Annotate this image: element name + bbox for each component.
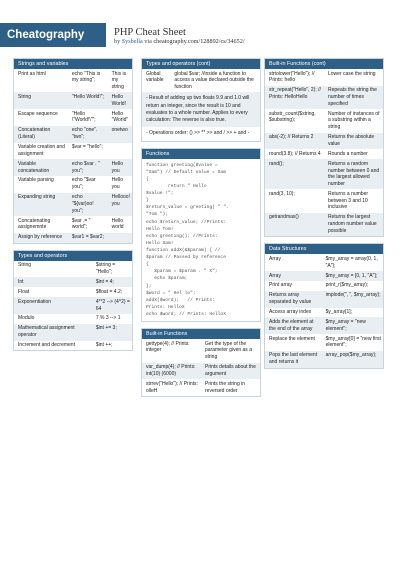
table-cell: Array bbox=[265, 271, 322, 281]
table-cell: Int bbox=[14, 277, 92, 287]
section-title: Strings and variables bbox=[14, 59, 132, 69]
table-row bbox=[265, 351, 383, 368]
table-row bbox=[14, 159, 132, 176]
table-cell: $my_array[0] = "new first element"; bbox=[325, 335, 381, 349]
table-cell: Variable creation and assignment bbox=[18, 144, 65, 157]
section-built-in-functions-cont bbox=[264, 58, 384, 237]
table-cell: Pops the last element and returns it bbox=[265, 351, 322, 368]
table-cell: $my_array = [0, 1, "A"]; bbox=[322, 271, 383, 281]
table-row bbox=[14, 176, 132, 193]
functions-code-block bbox=[142, 159, 260, 321]
table-cell: Variable concatenation bbox=[14, 159, 68, 176]
table-cell: abs(-2); // Returns 2 bbox=[265, 133, 324, 150]
cheatography-logo[interactable]: Cheatography bbox=[0, 23, 106, 47]
table-row bbox=[14, 193, 132, 216]
table-cell: Mathematical assignment operator bbox=[14, 324, 92, 341]
note-float-addition: - Result of adding up two floats 9.9 and 1.0 will return an integer, since the result is 10 and evaluates to a whole number. Applies to every calculation: The reverse is also true. bbox=[142, 92, 260, 127]
table-cell: substr_count($string, $substring); bbox=[269, 110, 316, 124]
code-line: $param // Passed by reference bbox=[146, 255, 226, 261]
code-line: { bbox=[146, 176, 149, 182]
table-cell: $int ++; bbox=[95, 342, 113, 349]
table-cell: var_dump(4); // Prints: int(10) (6000) bbox=[142, 363, 201, 380]
table-cell: echo "This is my string"; bbox=[71, 70, 101, 84]
table-row bbox=[14, 143, 132, 160]
table-row bbox=[265, 271, 383, 281]
section-data-structures bbox=[264, 243, 384, 368]
page-title: PHP Cheat Sheet bbox=[114, 27, 186, 38]
table-cell: $my_array = "new element"; bbox=[322, 317, 383, 334]
builtin-table bbox=[142, 339, 260, 396]
table-row bbox=[14, 324, 132, 341]
table-cell: echo $var . " you"; bbox=[68, 159, 108, 176]
page-subtitle bbox=[114, 38, 245, 46]
table-cell: Rounds a number bbox=[328, 150, 368, 157]
section-title: Types and operators (cont) bbox=[142, 59, 260, 69]
code-line: Hello Tom! bbox=[146, 226, 174, 232]
table-row bbox=[265, 334, 383, 351]
table-cell bbox=[108, 233, 132, 243]
table-row bbox=[14, 261, 132, 278]
table-cell: global $var; //inside a function to access a value declared outside the function bbox=[174, 70, 254, 91]
table-cell: Prints details about the argument bbox=[201, 363, 260, 380]
table-row bbox=[265, 159, 383, 189]
table-cell: Hello "World" bbox=[111, 110, 129, 124]
table-cell: Hello you bbox=[111, 177, 124, 191]
table-cell: Concatenating assignemnte bbox=[18, 217, 51, 231]
table-row bbox=[265, 149, 383, 159]
table-row bbox=[14, 109, 132, 126]
column-2 bbox=[141, 58, 261, 403]
section-functions bbox=[141, 148, 261, 322]
table-row bbox=[265, 86, 383, 109]
types-cont-table bbox=[142, 69, 260, 92]
table-cell: gettype(4); // Prints: integer bbox=[146, 340, 190, 354]
section-title: Built-in Functions bbox=[142, 329, 260, 339]
table-cell: Hello world bbox=[111, 217, 124, 231]
table-cell: Modulo bbox=[18, 315, 35, 322]
table-row bbox=[142, 339, 260, 362]
table-cell: 4**2 --> (4^2) = 64 bbox=[92, 297, 132, 314]
via-label: via bbox=[144, 38, 152, 45]
table-cell: $string = "Hello"; bbox=[95, 262, 116, 275]
table-cell: getrandmax() bbox=[265, 213, 324, 236]
table-cell: This is my string bbox=[111, 70, 127, 91]
table-cell: $var .= " world"; bbox=[71, 217, 91, 231]
strings-table bbox=[14, 69, 132, 243]
code-line: addX($word); // Prints: bbox=[146, 297, 215, 303]
code-line: $param = $param . " X"; bbox=[146, 269, 218, 275]
code-line: $value !"; bbox=[146, 191, 174, 197]
table-cell: echo "$var you"; bbox=[71, 177, 96, 191]
table-row bbox=[14, 126, 132, 143]
table-cell: Print as html bbox=[18, 70, 46, 77]
table-row bbox=[142, 363, 260, 380]
table-cell: Adds the element at the end of the array bbox=[265, 317, 322, 334]
table-cell bbox=[108, 143, 132, 160]
table-cell: Array bbox=[269, 255, 281, 262]
code-line: $word = " Hel lo"; bbox=[146, 290, 196, 296]
table-cell: Access array index bbox=[269, 309, 312, 316]
table-cell: Returns the largest random number value possible bbox=[324, 213, 383, 236]
table-cell: print_r($my_array); bbox=[325, 282, 369, 289]
table-cell: echo "${var}oo! you"; bbox=[68, 193, 108, 216]
section-title: Built-in Functions (cont) bbox=[265, 59, 383, 69]
table-cell: rand(3, 10); bbox=[269, 190, 295, 197]
table-cell: Returns a number between 3 and 10 inclusive bbox=[328, 190, 369, 211]
table-row bbox=[265, 254, 383, 271]
section-strings-and-variables bbox=[13, 58, 133, 244]
code-line: echo $return_value; //Prints: bbox=[146, 219, 226, 225]
code-line: function addX(&$param) { // bbox=[146, 248, 221, 253]
table-cell: $int = 4; bbox=[92, 277, 132, 287]
author-link[interactable]: Sysbella bbox=[121, 38, 143, 45]
note-operations-order: - Operations order: () >> ** >> and / >> + and - bbox=[142, 127, 260, 140]
table-row bbox=[142, 69, 260, 92]
table-cell: $int += 3; bbox=[92, 324, 132, 341]
table-cell: Float bbox=[18, 288, 30, 295]
table-cell: String bbox=[14, 92, 68, 109]
table-row bbox=[265, 69, 383, 86]
table-row bbox=[14, 287, 132, 297]
table-cell: "Hello World!"; bbox=[68, 92, 108, 109]
section-title: Functions bbox=[142, 149, 260, 159]
table-cell: $y_array[1]; bbox=[325, 309, 353, 316]
table-cell: round(3.8); // Returns 4 bbox=[269, 150, 321, 157]
table-cell: Returns array separated by value bbox=[265, 291, 322, 308]
table-row bbox=[14, 297, 132, 314]
code-line: } bbox=[146, 198, 149, 204]
table-cell: $var1 = $var2; bbox=[68, 233, 108, 243]
column-1 bbox=[13, 58, 133, 357]
table-cell: Hellooo! you bbox=[108, 193, 132, 216]
code-line: echo greeting(); //Prints: bbox=[146, 233, 218, 239]
code-line: $return_value = greeting( " ". bbox=[146, 205, 229, 211]
code-line: function greeting($value = bbox=[146, 162, 218, 168]
table-cell: $var = "hello"; bbox=[71, 144, 103, 151]
code-line: "Sam") // Default value = Sam bbox=[146, 169, 226, 175]
table-cell: Increment and decrement bbox=[18, 342, 75, 349]
types-table bbox=[14, 261, 132, 351]
table-row bbox=[14, 341, 132, 351]
table-row bbox=[265, 291, 383, 308]
table-cell: str_repeat("Hello", 2); // Prints: HelloHello bbox=[265, 86, 324, 109]
table-cell: Print array bbox=[269, 282, 293, 289]
column-3 bbox=[264, 58, 384, 375]
table-row bbox=[14, 216, 132, 233]
table-cell: Global variable bbox=[146, 70, 164, 84]
by-label: by bbox=[114, 38, 121, 45]
table-cell: Number of instances of a substring within a string bbox=[328, 110, 380, 131]
data-structures-table bbox=[265, 254, 383, 367]
table-cell: strrev("Hello"); // Prints: olleH bbox=[146, 380, 198, 394]
table-cell: Concatenation (Literal) bbox=[14, 126, 68, 143]
table-row bbox=[265, 189, 383, 212]
table-cell: "Hello \"World!\""; bbox=[71, 110, 96, 124]
table-row bbox=[265, 308, 383, 318]
table-row bbox=[265, 281, 383, 291]
table-row bbox=[14, 69, 132, 92]
table-row bbox=[14, 92, 132, 109]
sheet-url-link[interactable]: cheatography.com/128892/cs/34652/ bbox=[153, 38, 245, 45]
section-title: Data Structures bbox=[265, 244, 383, 254]
table-row bbox=[265, 317, 383, 334]
table-row bbox=[265, 213, 383, 236]
table-cell: strtolower("Hello"); // Prints: hello bbox=[269, 70, 315, 84]
table-row bbox=[142, 379, 260, 396]
table-row bbox=[14, 277, 132, 287]
table-cell: Escape sequence bbox=[18, 110, 58, 117]
code-line: }; bbox=[146, 283, 152, 289]
table-row bbox=[265, 109, 383, 132]
code-line: echo $word; // Prints: HelloX bbox=[146, 311, 226, 317]
sheet-header bbox=[0, 0, 400, 58]
code-line: { bbox=[146, 262, 149, 268]
table-row bbox=[14, 314, 132, 324]
table-cell: array_pop($my_array); bbox=[322, 351, 383, 368]
code-line: "Tom "); bbox=[146, 212, 169, 218]
table-row bbox=[14, 233, 132, 243]
table-cell: Lower case the string bbox=[328, 70, 376, 77]
table-row bbox=[265, 133, 383, 150]
table-cell: Replace the element bbox=[269, 335, 315, 342]
table-cell: rand(); bbox=[265, 159, 324, 189]
table-cell: $my_array = array(0, 1, "A"); bbox=[325, 255, 378, 269]
builtin-cont-table bbox=[265, 69, 383, 236]
section-types-and-operators bbox=[13, 250, 133, 352]
table-cell: Hello you bbox=[108, 159, 132, 176]
section-types-and-operators-cont bbox=[141, 58, 261, 142]
table-cell: Repeats the string the number of times specified bbox=[324, 86, 383, 109]
table-cell: Assign by reference bbox=[14, 233, 68, 243]
code-line: Prints: HelloX bbox=[146, 304, 185, 310]
table-cell: echo "one". "two"; bbox=[68, 126, 108, 143]
table-cell: onetwo bbox=[108, 126, 132, 143]
table-cell: Prints the string in reversed order bbox=[205, 380, 246, 394]
table-cell: Get the type of the parameter given as a string bbox=[205, 340, 252, 361]
section-title: Types and operators bbox=[14, 251, 132, 261]
table-cell: Variable parsing bbox=[18, 177, 54, 184]
table-cell: implode(", ", $my_array); bbox=[322, 291, 383, 308]
table-cell: Returns a random number between 0 and the largest allowed number bbox=[324, 159, 383, 189]
table-cell: 7 % 3 --> 1 bbox=[95, 315, 121, 322]
table-cell: Exponentiation bbox=[14, 297, 92, 314]
code-line: echo $param; bbox=[146, 276, 188, 282]
code-line: return " Hello bbox=[146, 184, 207, 190]
table-cell: Hello World! bbox=[108, 92, 132, 109]
section-built-in-functions bbox=[141, 328, 261, 397]
table-cell: $float = 4.2; bbox=[95, 288, 123, 295]
code-line: Hello Sam! bbox=[146, 240, 174, 246]
table-cell: String bbox=[18, 262, 32, 269]
table-cell: Returns the absolute value bbox=[324, 133, 383, 150]
table-cell: Expanding string bbox=[14, 193, 68, 216]
